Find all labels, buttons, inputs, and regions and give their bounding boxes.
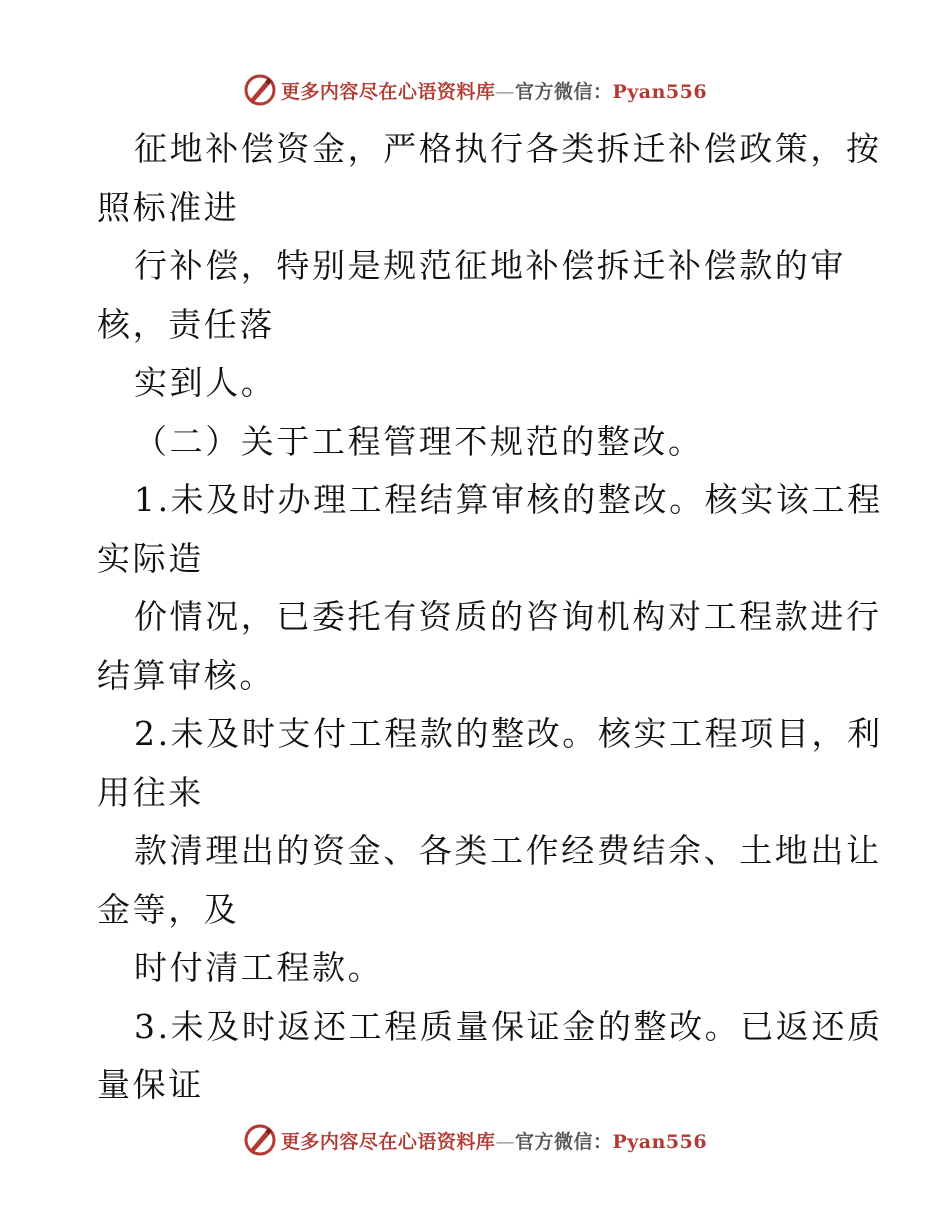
- text-line: 价情况，已委托有资质的咨询机构对工程款进行: [134, 597, 882, 636]
- text-line: 量保证: [97, 1065, 204, 1104]
- text-line: 征地补偿资金，严格执行各类拆迁补偿政策，按: [134, 129, 882, 168]
- text-line: 时付清工程款。: [134, 948, 384, 987]
- banner-text: [281, 77, 707, 104]
- banner-text: [281, 1127, 707, 1154]
- text-line: 款清理出的资金、各类工作经费结余、土地出让: [134, 831, 882, 870]
- text-line: 实到人。: [134, 363, 277, 402]
- banner-wechat-label: 官方微信：: [514, 80, 613, 103]
- text-line: 核，责任落: [97, 304, 275, 344]
- banner-wechat-label: 官方微信：: [514, 1130, 613, 1153]
- banner-site-text: 更多内容尽在心语资料库: [280, 80, 496, 103]
- footer-banner: [0, 1120, 950, 1160]
- text-line: 3.未及时返还工程质量保证金的整改。已返还质: [134, 1006, 883, 1046]
- text-line: 实际造: [97, 538, 204, 578]
- text-line: 1.未及时办理工程结算审核的整改。核实该工程: [134, 480, 883, 519]
- banner-separator: —: [495, 1130, 515, 1153]
- text-line: 金等，及: [97, 889, 240, 929]
- banner-separator: —: [495, 80, 515, 103]
- banner-wechat-id: Pyan556: [612, 80, 708, 103]
- pen-seal-icon: [243, 1123, 277, 1157]
- text-line: 结算审核。: [97, 655, 275, 695]
- section-heading: （二）关于工程管理不规范的整改。: [134, 421, 704, 461]
- text-line: 2.未及时支付工程款的整改。核实工程项目，利: [134, 714, 883, 753]
- text-line: 行补偿，特别是规范征地补偿拆迁补偿款的审: [134, 246, 846, 285]
- document-body: [97, 120, 883, 1115]
- pen-seal-icon: [243, 73, 277, 107]
- text-line: 用往来: [97, 772, 204, 812]
- text-line: 照标准进: [97, 187, 240, 227]
- banner-wechat-id: Pyan556: [612, 1130, 708, 1153]
- header-banner: [0, 70, 950, 110]
- banner-site-text: 更多内容尽在心语资料库: [280, 1130, 496, 1153]
